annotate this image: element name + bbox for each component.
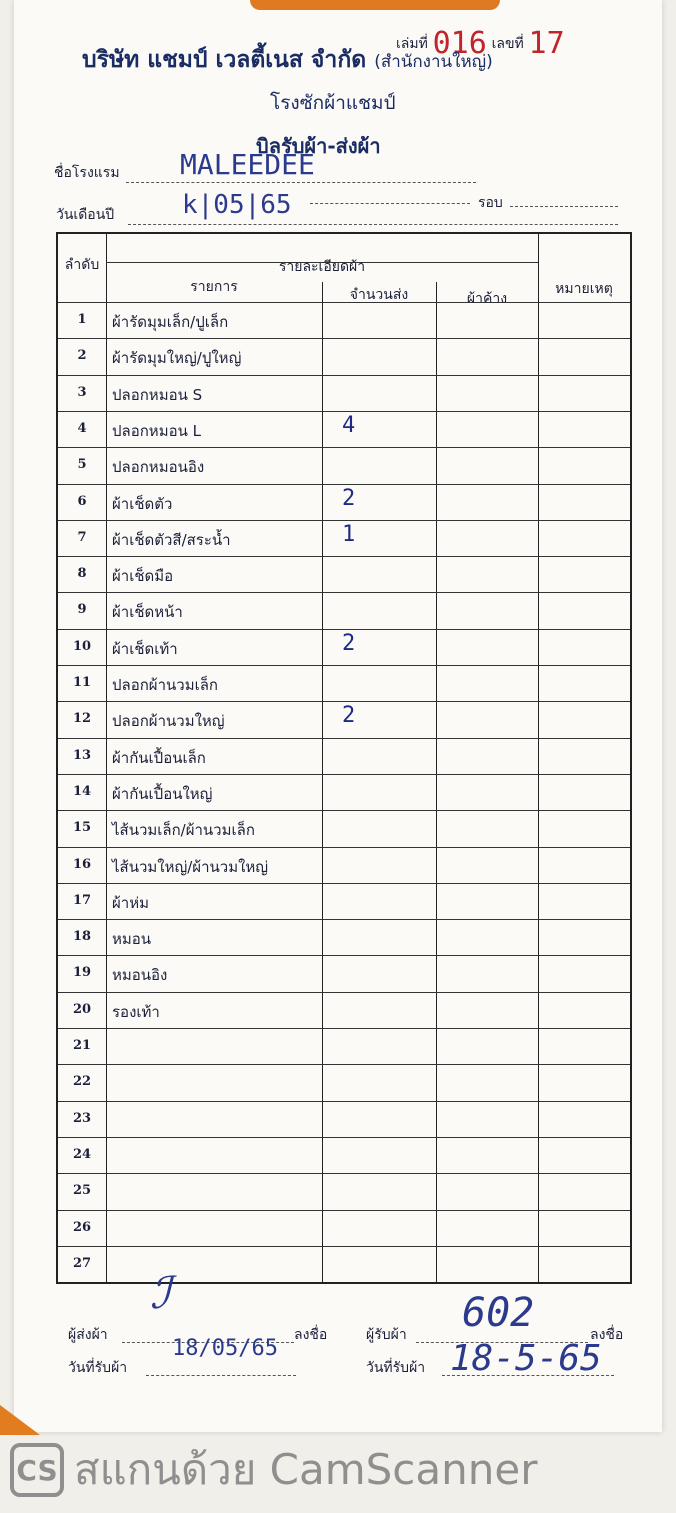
book-label: เล่มที่ (396, 36, 428, 52)
row-divider (58, 774, 630, 775)
header-remark: หมายเหตุ (555, 281, 613, 297)
row-divider (58, 701, 630, 702)
header-pending: ผ้าค้าง (466, 291, 508, 307)
table-row-qty: 4 (342, 412, 356, 438)
row-divider (58, 411, 630, 412)
company-branch: (สำนักงานใหญ่) (374, 52, 493, 72)
row-divider (58, 1137, 630, 1138)
table-row-item: หมอน (112, 930, 152, 949)
header-detail: รายละเอียดผ้า (278, 259, 366, 275)
laundry-table (56, 232, 632, 1284)
table-row-item: ผ้าห่ม (112, 893, 149, 912)
date-label: วันเดือนปี (56, 207, 115, 223)
sender-date-line (146, 1375, 296, 1376)
table-row-item: ปลอกผ้านวมใหญ่ (112, 712, 225, 731)
table-row-number: 12 (72, 711, 92, 727)
table-row-item: ผ้าเช็ดเท้า (112, 639, 178, 658)
table-row-number: 21 (72, 1038, 92, 1053)
table-row-item: ปลอกหมอน L (112, 421, 201, 440)
row-divider (58, 1028, 630, 1029)
table-row-number: 23 (72, 1110, 92, 1126)
table-row-number: 5 (77, 457, 87, 473)
receiver-label: ผู้รับผ้า (366, 1327, 407, 1343)
row-divider (58, 629, 630, 630)
row-divider (58, 338, 630, 339)
col-divider (436, 282, 437, 1282)
table-row-item: รองเท้า (112, 1002, 160, 1021)
table-row-qty: 2 (342, 703, 356, 729)
receiver-sign-label: ลงชื่อ (590, 1327, 624, 1343)
row-divider (58, 810, 630, 811)
row-divider (58, 919, 630, 920)
table-row-number: 1 (77, 312, 87, 327)
table-row-qty: 1 (342, 521, 356, 547)
row-divider (58, 1064, 630, 1065)
company-name (82, 42, 493, 78)
table-row-number: 11 (72, 675, 92, 690)
form-title: บิลรับผ้า-ส่งผ้า (256, 134, 381, 158)
table-row-item: ผ้ากันเปื้อนใหญ่ (112, 784, 213, 803)
orange-folder-edge (250, 0, 500, 10)
table-row-number: 20 (72, 1001, 92, 1017)
table-row-item: หมอนอิง (112, 966, 168, 985)
table-row-number: 3 (77, 384, 87, 400)
row-divider (58, 1173, 630, 1174)
book-no: 016 (432, 26, 487, 61)
header-item: รายการ (190, 279, 238, 295)
row-divider (58, 665, 630, 666)
table-row-number: 16 (72, 856, 92, 872)
row-divider (58, 883, 630, 884)
bill-number: 17 (528, 26, 565, 61)
table-row-item: ปลอกผ้านวมเล็ก (112, 676, 218, 694)
sender-label: ผู้ส่งผ้า (68, 1327, 108, 1343)
table-row-number: 8 (77, 566, 87, 582)
watermark-text: สแกนด้วย CamScanner (74, 1445, 538, 1494)
header-sent: จำนวนส่ง (349, 287, 409, 303)
table-row-number: 14 (72, 783, 92, 799)
receiver-date: 18-5-65 (450, 1338, 602, 1379)
table-row-item: ผ้ารัดมุมใหญ่/ปูใหญ่ (112, 349, 242, 368)
table-row-number: 19 (72, 965, 92, 981)
table-row-qty: 2 (342, 485, 356, 511)
table-row-item: ผ้าเช็ดตัวสี/สระน้ำ (112, 530, 231, 549)
hotel-label: ชื่อโรงแรม (54, 165, 120, 181)
camscanner-logo-icon: CS (10, 1443, 64, 1497)
sender-date: 18/05/65 (172, 1336, 278, 1361)
table-row-item: ผ้ารัดมุมเล็ก/ปูเล็ก (112, 313, 229, 331)
receiver-date-label: วันที่รับผ้า (366, 1360, 426, 1376)
table-row-item: ผ้าเช็ดหน้า (112, 603, 183, 622)
col-divider (322, 282, 323, 1282)
sender-date-label: วันที่รับผ้า (68, 1360, 128, 1376)
row-divider (58, 738, 630, 739)
date-value: k|05|65 (182, 190, 292, 220)
row-divider (58, 955, 630, 956)
row-divider (58, 592, 630, 593)
table-row-number: 15 (72, 820, 92, 836)
table-row-item: ไส้นวมเล็ก/ผ้านวมเล็ก (112, 821, 255, 840)
table-row-number: 7 (77, 529, 87, 545)
laundry-name: โรงซักผ้าแชมป์ (270, 92, 396, 114)
row-divider (58, 1101, 630, 1102)
table-row-item: ไส้นวมใหญ่/ผ้านวมใหญ่ (112, 857, 269, 876)
row-divider (58, 1210, 630, 1211)
table-row-item: ปลอกหมอน S (112, 385, 203, 404)
table-row-number: 6 (77, 493, 87, 509)
round-line (510, 206, 618, 207)
table-row-item: ผ้าเช็ดมือ (112, 567, 174, 586)
table-row-number: 17 (72, 892, 92, 908)
table-row-number: 22 (72, 1074, 92, 1090)
table-row-number: 24 (72, 1146, 92, 1162)
row-divider (58, 447, 630, 448)
header-no: ลำดับ (64, 257, 100, 273)
number-label: เลขที่ (491, 36, 524, 52)
row-divider (58, 520, 630, 521)
receiver-signature: 602 (462, 1290, 535, 1336)
col-divider (538, 234, 539, 1282)
table-row-qty: 2 (342, 630, 356, 656)
table-row-number: 27 (72, 1255, 92, 1271)
table-row-number: 18 (72, 929, 92, 945)
table-row-number: 26 (72, 1219, 92, 1235)
table-row-item: ผ้ากันเปื้อนเล็ก (112, 748, 206, 767)
row-divider (58, 375, 630, 376)
sender-sign-label: ลงชื่อ (294, 1327, 328, 1343)
hotel-value: MALEEDEE (180, 148, 315, 181)
table-row-number: 13 (72, 747, 92, 763)
table-row-number: 4 (77, 420, 87, 436)
round-label: รอบ (478, 195, 503, 211)
table-row-number: 25 (72, 1183, 92, 1199)
row-divider (58, 1246, 630, 1247)
sender-signature: ℐ (150, 1268, 171, 1319)
row-divider (58, 847, 630, 848)
table-row-item: ปลอกหมอนอิง (112, 458, 205, 477)
table-row-item: ผ้าเช็ดตัว (112, 494, 173, 513)
row-divider (58, 302, 630, 303)
company-title: บริษัท แชมป์ เวลตี้เนส จำกัด (82, 47, 367, 73)
table-row-number: 9 (77, 602, 87, 618)
table-row-number: 2 (77, 348, 87, 364)
row-divider (58, 556, 630, 557)
table-row-number: 10 (72, 638, 92, 654)
date-line (128, 224, 618, 225)
row-divider (58, 484, 630, 485)
col-divider (106, 234, 107, 1282)
camscanner-watermark (10, 1438, 537, 1502)
extra-line (310, 203, 470, 204)
row-divider (58, 992, 630, 993)
hotel-line (126, 182, 476, 183)
